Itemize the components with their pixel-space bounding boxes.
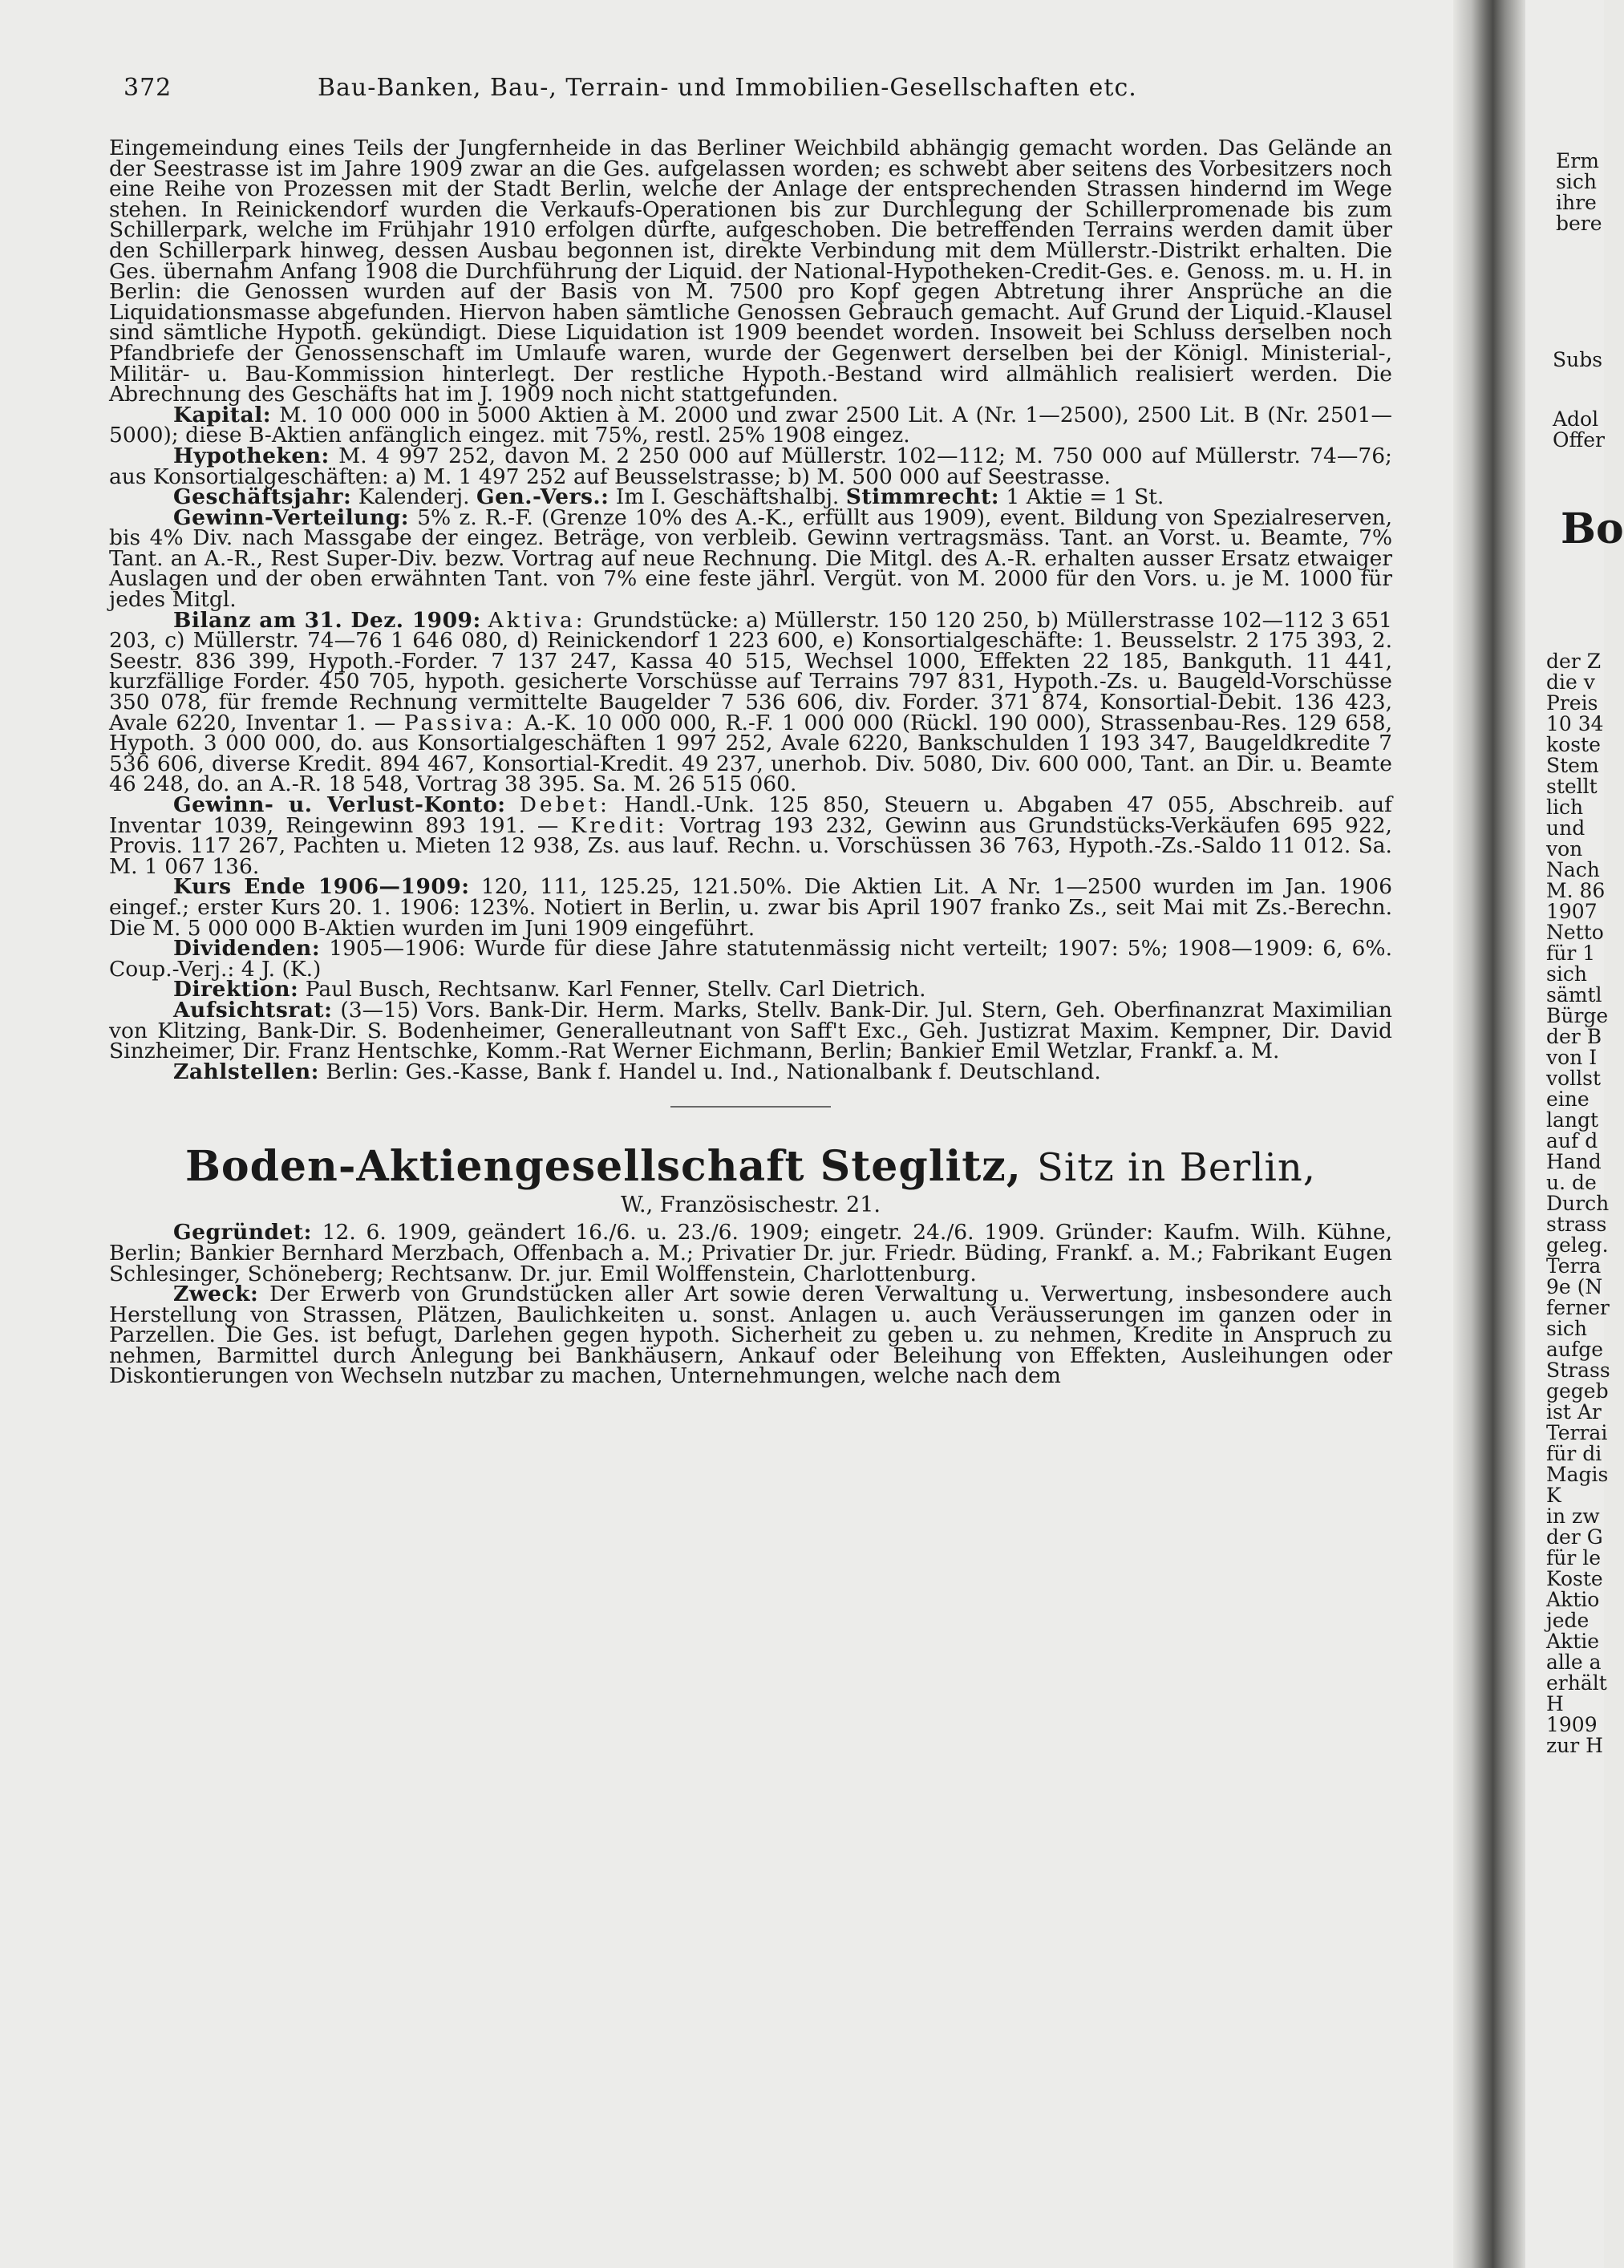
label-zweck: Zweck: [173, 1282, 259, 1307]
adjacent-fragment: 10 34 [1546, 712, 1604, 735]
adjacent-fragment: M. 86 [1546, 879, 1606, 902]
company-heading [109, 1143, 1392, 1192]
text-geschaeftsjahr: Kalenderj. [358, 484, 470, 510]
adjacent-fragment: für di [1546, 1442, 1602, 1465]
adjacent-fragment: zur H [1546, 1734, 1603, 1757]
adjacent-fragment: sämtl [1546, 983, 1602, 1006]
adjacent-fragment: Netto [1546, 921, 1604, 944]
adjacent-fragment: der Z [1546, 650, 1602, 673]
text-debet: Handl.-Unk. 125 850, Steuern u. Abgaben 47 055, Abschreib. auf Inventar 1039, Reingewinn 893 191. — [109, 792, 1392, 838]
adjacent-fragment: koste [1546, 733, 1601, 756]
adjacent-fragment: auf d [1546, 1129, 1598, 1152]
adjacent-fragment: Preis [1546, 691, 1598, 715]
word-kredit: Kredit: [570, 812, 668, 838]
adjacent-fragment: geleg. [1546, 1233, 1609, 1257]
adjacent-fragment: aufge [1546, 1338, 1604, 1361]
adjacent-fragment: für le [1546, 1546, 1602, 1569]
company-seat: Sitz in Berlin, [1036, 1145, 1317, 1191]
adjacent-fragment: der G [1546, 1525, 1603, 1549]
running-header [111, 74, 1394, 106]
adjacent-fragment: 9e (N [1546, 1275, 1603, 1298]
adjacent-fragment: sich [1546, 962, 1587, 986]
label-zahlstellen: Zahlstellen: [173, 1059, 319, 1084]
book-gutter [1453, 0, 1525, 2268]
adjacent-fragment: u. de [1546, 1171, 1597, 1194]
entry-zweck [109, 1284, 1392, 1387]
label-stimmrecht: Stimmrecht: [845, 484, 1000, 510]
adjacent-heading-fragment: Bo [1561, 504, 1624, 553]
adjacent-fragment: Bürge [1546, 1004, 1609, 1027]
adjacent-page-edge [1525, 0, 1624, 2268]
text-gen-vers: Im I. Geschäftshalbj. [615, 484, 840, 510]
text-kredit: Vortrag 193 232, Gewinn aus Grundstücks-Verkäufen 695 922, Provis. 117 267, Pachten u. Mieten 12 938, Zs. aus lauf. Rechn. u. Vorschüssen 36 763, Hypoth.-Zs.-Saldo 11 012. Sa. M. 1 067 136. [109, 812, 1392, 879]
entry-kurs [109, 874, 1392, 941]
running-title: Bau-Banken, Bau-, Terrain- und Immobilien-Gesellschaften etc. [318, 74, 1137, 102]
adjacent-fragment: ihre [1556, 191, 1597, 214]
label-gen-vers: Gen.-Vers.: [476, 484, 610, 510]
label-direktion: Direktion: [173, 977, 299, 1002]
adjacent-fragment: Stem [1546, 754, 1599, 777]
adjacent-fragment: ist Ar [1546, 1400, 1602, 1424]
entry-dividenden [109, 936, 1392, 982]
adjacent-fragment: in zw [1546, 1505, 1600, 1528]
adjacent-fragment: von I [1546, 1046, 1598, 1069]
adjacent-fragment: Aktie [1546, 1630, 1600, 1653]
text-passiva: A.-K. 10 000 000, R.-F. 1 000 000 (Rückl. 190 000), Strassenbau-Res. 129 658, Hypoth. 3 000 000, do. aus Konsortialgeschäften 1 997 252, Avale 6220, Bankschulden 1 193 347, Baugeldkredite 7 536 606, diverse Kredit. 894 467, Konsortial-Kredit. 49 237, unerhob. Div. 5080, Div. 600 000, Tant. an Dir. u. Beamte 46 248, do. an A.-R. 18 548, Vortrag 38 395. Sa. M. 26 515 060. [109, 710, 1392, 797]
adjacent-fragment: erhält [1546, 1671, 1607, 1695]
adjacent-fragment: Aktio [1546, 1588, 1600, 1611]
label-hypotheken: Hypotheken: [173, 443, 330, 468]
text-hypotheken: M. 4 997 252, davon M. 2 250 000 auf Müllerstr. 102—112; M. 750 000 auf Müllerstr. 74—76; aus Konsortialgeschäften: a) M. 1 497 252 auf Beusselstrasse; b) M. 500 000 auf Seestrasse. [109, 443, 1392, 489]
entry-aufsichtsrat [109, 997, 1392, 1064]
text-dividenden: 1905—1906: Wurde für diese Jahre statutenmässig nicht verteilt; 1907: 5%; 1908—1909: 6, 6%. Coup.-Verj.: 4 J. (K.) [109, 936, 1392, 982]
adjacent-fragment: ferner [1546, 1296, 1610, 1319]
adjacent-fragment: eine [1546, 1087, 1590, 1111]
adjacent-fragment: lich [1546, 796, 1584, 819]
text-aktiva: Grundstücke: a) Müllerstr. 150 120 250, b) Müllerstrasse 102—112 3 651 203, c) Müllerstr. 74—76 1 646 080, d) Reinickendorf 1 223 600, e) Konsortialgeschäfte: 1. Beusselstr. 2 175 393, 2. Seestr. 836 399, Hypoth.-Forder. 7 137 247, Kassa 40 515, Wechsel 1000, Effekten 22 185, Bankguth. 11 441, kurzfällige Forder. 450 705, hypoth. gesicherte Vorschüsse auf Terrains 797 831, Hypoth.-Zs. u. Baugeld-Vorschüsse 350 078, für fremde Rechnung vermittelte Baugelder 7 536 606, div. Forder. 371 874, Konsortial-Debit. 136 423, Avale 6220, Inventar 1. — [109, 607, 1392, 735]
adjacent-fragment: bere [1556, 212, 1602, 235]
adjacent-fragment: sich [1546, 1317, 1587, 1340]
text-kurs: 120, 111, 125.25, 121.50%. Die Aktien Lit. A Nr. 1—2500 wurden im Jan. 1906 eingef.; erster Kurs 20. 1. 1906: 123%. Notiert in Berlin, u. zwar bis April 1907 franko Zs., seit Mai mit Zs.-Berechn. Die M. 5 000 000 B-Aktien wurden im Juni 1909 eingeführt. [109, 874, 1392, 941]
text-zahlstellen: Berlin: Ges.-Kasse, Bank f. Handel u. Ind., Nationalbank f. Deutschland. [326, 1059, 1101, 1084]
company-address: W., Französischestr. 21. [621, 1193, 881, 1218]
word-debet: Debet: [519, 792, 610, 817]
adjacent-fragment: Hand [1546, 1150, 1602, 1173]
adjacent-fragment: Terrai [1546, 1421, 1608, 1444]
label-geschaeftsjahr: Geschäftsjahr: [173, 484, 352, 510]
text-gewinn-verteilung: 5% z. R.-F. (Grenze 10% des A.-K., erfüllt aus 1909), event. Bildung von Spezialreserven, bis 4% Div. nach Massgabe der eingez. Beträge, von verbleib. Gewinn vertragsmäss. Tant. an Vorst. u. Beamte, 7% Tant. an A.-R., Rest Super-Div. bezw. Vortrag auf neue Rechnung. Die Mitgl. des A.-R. erhalten ausser Ersatz etwaiger Auslagen und der oben erwähnten Tant. von 7% eine feste jährl. Vergüt. von M. 2000 für den Vors. u. je M. 1000 für jedes Mitgl. [109, 504, 1392, 613]
adjacent-fragment: von [1546, 837, 1583, 861]
label-kapital: Kapital: [173, 402, 272, 427]
adjacent-fragment: 1909 [1546, 1713, 1598, 1736]
text-kapital: M. 10 000 000 in 5000 Aktien à M. 2000 und zwar 2500 Lit. A (Nr. 1—2500), 2500 Lit. B (Nr. 2501—5000); diese B-Aktien anfänglich eingez. mit 75%, restl. 25% 1908 eingez. [109, 402, 1392, 448]
text-aufsichtsrat: (3—15) Vors. Bank-Dir. Herm. Marks, Stellv. Bank-Dir. Jul. Stern, Geh. Oberfinanzrat Maximilian von Klitzing, Bank-Dir. S. Bodenheimer, Generalleutnant von Saff't Exc., Geh. Justizrat Maxim. Kempner, Dir. David Sinzheimer, Dir. Franz Hentschke, Komm.-Rat Werner Eichmann, Berlin; Bankier Emil Wetzlar, Frankf. a. M. [109, 997, 1392, 1064]
adjacent-fragment: K [1546, 1484, 1561, 1507]
adjacent-fragment: und [1546, 816, 1586, 840]
adjacent-fragment: Terra [1546, 1254, 1602, 1278]
label-gegruendet: Gegründet: [173, 1220, 312, 1245]
intro-paragraph: Eingemeindung eines Teils der Jungfernheide in das Berliner Weichbild abhängig gemacht worden. Das Gelände an der Seestrasse ist im Jahre 1909 zwar an die Ges. aufgelassen worden; es schwebt aber seitens des Vorbesitzers noch eine Reihe von Prozessen mit der Stadt Berlin, welche der Anlage der entsprechenden Strassen hindernd im Wege stehen. In Reinickendorf wurden die Verkaufs-Operationen bis zur Durchlegung der Schillerpromenade bis zum Schillerpark, welche im Frühjahr 1910 erfolgen dürfte, aufgeschoben. Die betreffenden Terrains werden damit über den Schillerpark hinweg, dessen Ausbau begonnen ist, direkte Verbindung mit dem Müllerstr.-Distrikt erhalten. Die Ges. übernahm Anfang 1908 die Durchführung der Liquid. der National-Hypotheken-Credit-Ges. e. Genoss. m. u. H. in Berlin: die Genossen wurden auf der Basis von M. 7500 pro Kopf gegen Abtretung ihrer Ansprüche an die Liquidationsmasse abgefunden. Hiervon haben sämtliche Genossen Gebrauch gemacht. Auf Grund der Liquid.-Klausel sind sämtliche Hypoth. gekündigt. Diese Liquidation ist 1909 beendet worden. Insoweit bei Schluss derselben noch Pfandbriefe der Genossenschaft im Umlaufe waren, wurde der Gegenwert derselben bei der Königl. Ministerial-, Militär- u. Bau-Kommission hinterlegt. Der restliche Hypoth.-Bestand wird allmählich realisiert werden. Die Abrechnung des Geschäfts hat im J. 1909 noch nicht stattgefunden. [109, 136, 1392, 407]
adjacent-fragment: alle a [1546, 1650, 1602, 1674]
text-column [109, 138, 1392, 1387]
word-passiva: Passiva: [403, 710, 516, 735]
entry-gewinn-verteilung [109, 504, 1392, 613]
adjacent-fragment: Erm [1556, 149, 1599, 172]
adjacent-fragment: jede [1546, 1609, 1590, 1632]
adjacent-fragment: Nach [1546, 858, 1600, 881]
label-guv: Gewinn- u. Verlust-Konto: [173, 792, 506, 817]
adjacent-fragment: die v [1546, 670, 1595, 694]
entry-zahlstellen [109, 1059, 1392, 1084]
label-kurs: Kurs Ende 1906—1909: [173, 874, 470, 900]
page-number: 372 [124, 74, 172, 102]
entry-kapital [109, 402, 1392, 448]
adjacent-fragment: sich [1556, 170, 1597, 193]
entry-gegruendet [109, 1222, 1392, 1284]
adjacent-fragment: Magis [1546, 1463, 1609, 1486]
entry-bilanz [109, 607, 1392, 797]
adjacent-fragment: langt [1546, 1108, 1599, 1132]
entry-hypotheken [109, 443, 1392, 489]
adjacent-fragment: gegeb [1546, 1379, 1609, 1403]
adjacent-fragment: Offer [1553, 428, 1606, 452]
label-bilanz: Bilanz am 31. Dez. 1909: [173, 607, 481, 633]
adjacent-fragment: 1907 [1546, 900, 1598, 923]
adjacent-fragment: Adol [1553, 407, 1599, 431]
label-gewinn-verteilung: Gewinn-Verteilung: [173, 504, 410, 530]
label-aufsichtsrat: Aufsichtsrat: [173, 997, 333, 1023]
adjacent-fragment: stellt [1546, 775, 1598, 798]
text-zweck: Der Erwerb von Grundstücken aller Art sowie deren Verwaltung u. Verwertung, insbesondere auch Herstellung von Strassen, Plätzen, Baulichkeiten u. sonst. Anlagen u. auch Veräusserungen im ganzen oder in Parzellen. Die Ges. ist befugt, Darlehen gegen hypoth. Sicherheit zu geben u. zu nehmen, Kredite in Anspruch zu nehmen, Barmittel durch Anlegung bei Bankhäusern, Ankauf oder Beleihung von Effekten, Ausleihungen oder Diskontierungen von Wechseln nutzbar zu machen, Unternehmungen, welche nach dem [109, 1282, 1392, 1389]
adjacent-fragment: für 1 [1546, 942, 1596, 965]
adjacent-fragment: Durch [1546, 1192, 1610, 1215]
adjacent-fragment: Strass [1546, 1359, 1610, 1382]
label-dividenden: Dividenden: [173, 936, 321, 962]
company-name: Boden-Aktiengesellschaft Steglitz, [184, 1142, 1022, 1192]
adjacent-fragment: Koste [1546, 1567, 1603, 1590]
adjacent-fragment: der B [1546, 1025, 1602, 1048]
text-gegruendet: 12. 6. 1909, geändert 16./6. u. 23./6. 1909; eingetr. 24./6. 1909. Gründer: Kaufm. Wilh. Kühne, Berlin; Bankier Bernhard Merzbach, Offenbach a. M.; Privatier Dr. jur. Friedr. Büding, Frankf. a. M.; Fabrikant Eugen Schlesinger, Schöneberg; Rechtsanw. Dr. jur. Emil Wolffenstein, Charlottenburg. [109, 1220, 1392, 1286]
adjacent-fragment: strass [1546, 1213, 1607, 1236]
text-direktion: Paul Busch, Rechtsanw. Karl Fenner, Stellv. Carl Dietrich. [305, 977, 926, 1002]
text-stimmrecht: 1 Aktie = 1 St. [1006, 484, 1164, 510]
section-divider [670, 1106, 831, 1108]
word-aktiva: Aktiva: [488, 607, 586, 633]
adjacent-fragment: H [1546, 1692, 1564, 1715]
adjacent-fragment: vollst [1546, 1067, 1602, 1090]
adjacent-fragment: Subs [1553, 348, 1603, 371]
entry-guv [109, 792, 1392, 879]
